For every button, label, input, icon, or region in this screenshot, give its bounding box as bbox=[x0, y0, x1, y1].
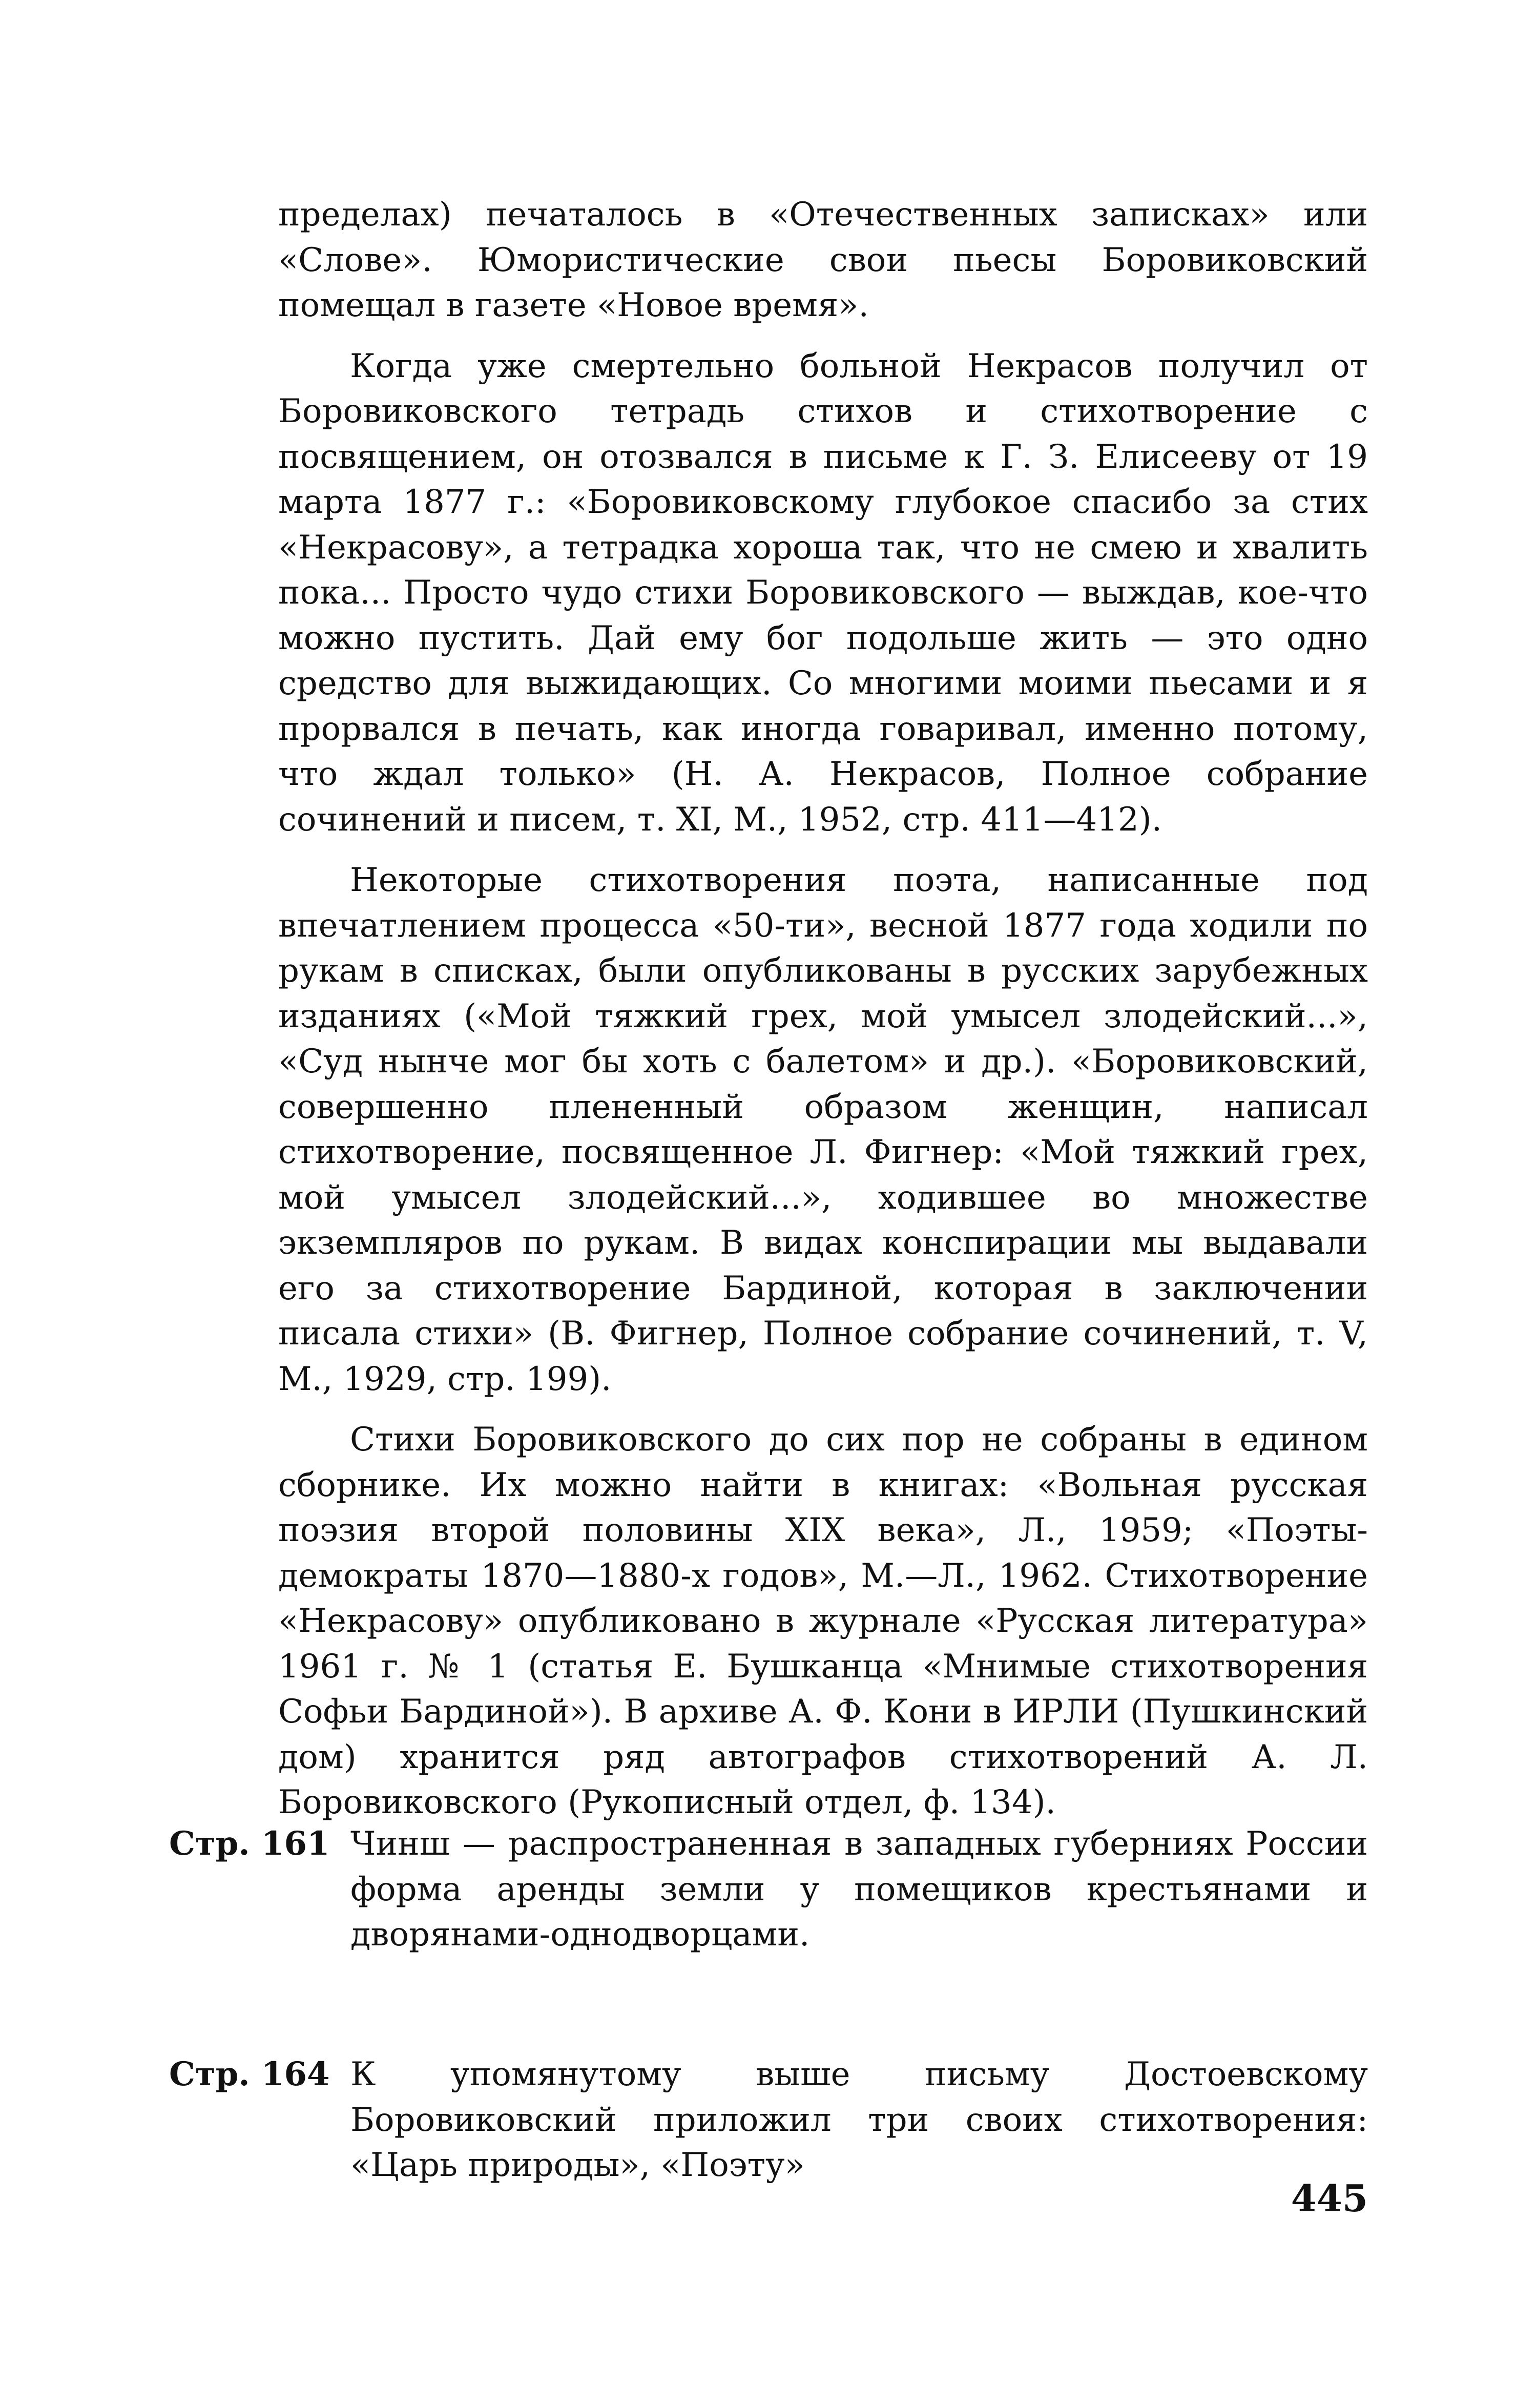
commentary-body bbox=[278, 192, 1368, 1825]
paragraph-continuation: пределах) печаталось в «Отечественных записках» или «Слове». Юмористические свои пьесы Боровиковский помещал в газете «Новое время». bbox=[278, 196, 1368, 324]
page-number: 445 bbox=[1291, 2176, 1368, 2220]
note-ref-161: Стр. 161 bbox=[169, 1824, 330, 1863]
paragraph-poems-process-50: Некоторые стихотворения поэта, написанные под впечатлением процесса «50-ти», весной 1877 года ходили по рукам в списках, были опубликованы в русских зарубежных изданиях («Мой тяжкий грех, мой умысел злодейский...», «Суд нынче мог бы хоть с балетом» и др.). «Боровиковский, совершенно плененный образом женщин, написал стихотворение, посвященное Л. Фигнер: «Мой тяжкий грех, мой умысел злодейский...», ходившее во множестве экземпляров по рукам. В видах конспирации мы выдавали его за стихотворение Бардиной, которая в заключении писала стихи» (В. Фигнер, Полное собрание сочинений, т. V, М., 1929, стр. 199). bbox=[278, 861, 1368, 1398]
paragraph-nekrasov-letter: Когда уже смертельно больной Некрасов получил от Боровиковского тетрадь стихов и стихотворение с посвящением, он отозвался в письме к Г. З. Елисееву от 19 марта 1877 г.: «Боровиковскому глубокое спасибо за стих «Некрасову», а тетрадка хороша так, что не смею и хвалить пока... Просто чудо стихи Боровиковского — выждав, кое-что можно пустить. Дай ему бог подольше жить — это одно средство для выжидающих. Со многими моими пьесами и я прорвался в печать, как иногда говаривал, именно потому, что ждал только» (Н. А. Некрасов, Полное собрание сочинений и писем, т. XI, М., 1952, стр. 411—412). bbox=[278, 347, 1368, 839]
note-ref-164: Стр. 164 bbox=[169, 2055, 330, 2093]
note-page-161 bbox=[169, 1821, 1368, 1958]
paragraph-collections: Стихи Боровиковского до сих пор не собраны в едином сборнике. Их можно найти в книгах: «Вольная русская поэзия второй половины XIX века», Л., 1959; «Поэты-демократы 1870—1880-х годов», М.—Л., 1962. Стихотворение «Некрасову» опубликовано в журнале «Русская литература» 1961 г. № 1 (статья Е. Бушканца «Мнимые стихотворения Софьи Бардиной»). В архиве А. Ф. Кони в ИРЛИ (Пушкинский дом) хранится ряд автографов стихотворений А. Л. Боровиковского (Рукописный отдел, ф. 134). bbox=[278, 1421, 1368, 1821]
note-page-164 bbox=[169, 2052, 1368, 2188]
note-text-161: Чинш — распространенная в западных губерниях России форма аренды земли у помещиков крестьянами и дворянами-однодворцами. bbox=[350, 1825, 1368, 1954]
note-text-164: К упомянутому выше письму Достоевскому Боровиковский приложил три своих стихотворения: «Царь природы», «Поэту» bbox=[350, 2056, 1368, 2184]
